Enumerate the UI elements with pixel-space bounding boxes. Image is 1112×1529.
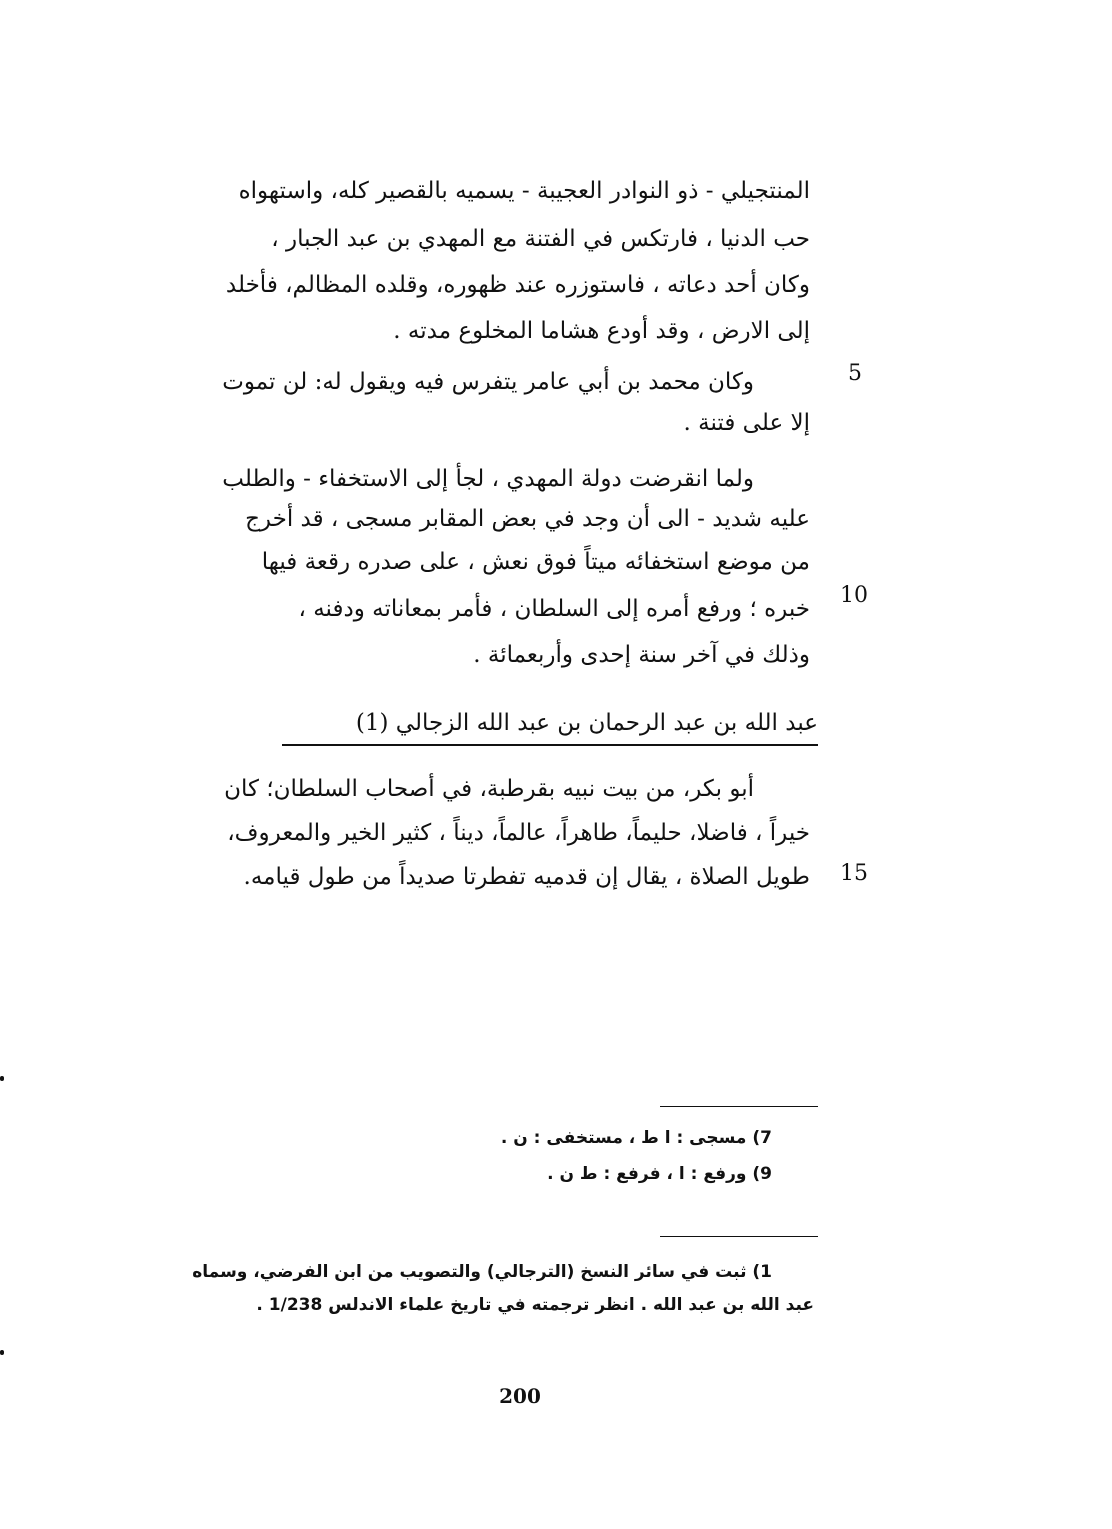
text-line: إلى الارض ، وقد أودع هشاما المخلوع مدته . (393, 318, 810, 344)
text-line: ولما انقرضت دولة المهدي ، لجأ إلى الاستخفاء - والطلب (222, 466, 754, 492)
text-line: من موضع استخفائه ميتاً فوق نعش ، على صدره رقعة فيها (261, 549, 810, 575)
footnote-rule (660, 1236, 818, 1237)
text-line: وذلك في آخر سنة إحدى وأربعمائة . (473, 642, 810, 668)
text-line: حب الدنيا ، فارتكس في الفتنة مع المهدي بن عبد الجبار ، (271, 226, 810, 252)
variant-note: 7) مسجى : ا ط ، مستخفى : ن . (500, 1128, 772, 1148)
text-line: وكان محمد بن أبي عامر يتفرس فيه ويقول له: لن تموت (222, 369, 754, 395)
text-line: خبره ؛ ورفع أمره إلى السلطان ، فأمر بمعاناته ودفنه ، (298, 596, 810, 622)
scan-speck (0, 1076, 4, 1081)
scan-speck (0, 1350, 4, 1355)
text-line: خيراً ، فاضلا، حليماً، طاهراً، عالماً، ديناً ، كثير الخير والمعروف، (227, 820, 810, 846)
text-line: أبو بكر، من بيت نبيه بقرطبة، في أصحاب السلطان؛ كان (224, 776, 754, 802)
variant-note: 9) ورفع : ا ، فرفع : ط ن . (547, 1164, 772, 1184)
footnote: عبد الله بن عبد الله . انظر ترجمته في تاريخ علماء الاندلس 1/238 . (256, 1295, 814, 1315)
footnote: 1) ثبت في سائر النسخ (الترجالي) والتصويب من ابن الفرضي، وسماه (192, 1262, 772, 1282)
text-line: إلا على فتنة . (683, 410, 810, 436)
text-line: المنتجيلي - ذو النوادر العجيبة - يسميه بالقصير كله، واستهواه (238, 178, 810, 204)
text-line: وكان أحد دعاته ، فاستوزره عند ظهوره، وقلده المظالم، فأخلد (225, 272, 810, 298)
entry-heading: عبد الله بن عبد الرحمان بن عبد الله الزجالي (1) (355, 710, 818, 736)
line-number: 10 (840, 583, 868, 608)
line-number: 15 (840, 861, 868, 886)
page-number: 200 (499, 1384, 541, 1408)
text-line: عليه شديد - الى أن وجد في بعض المقابر مسجى ، قد أخرج (245, 506, 810, 532)
line-number: 5 (848, 361, 862, 386)
heading-underline (282, 744, 818, 746)
apparatus-rule (660, 1106, 818, 1107)
text-line: طويل الصلاة ، يقال إن قدميه تفطرتا صديداً من طول قيامه. (243, 864, 810, 890)
